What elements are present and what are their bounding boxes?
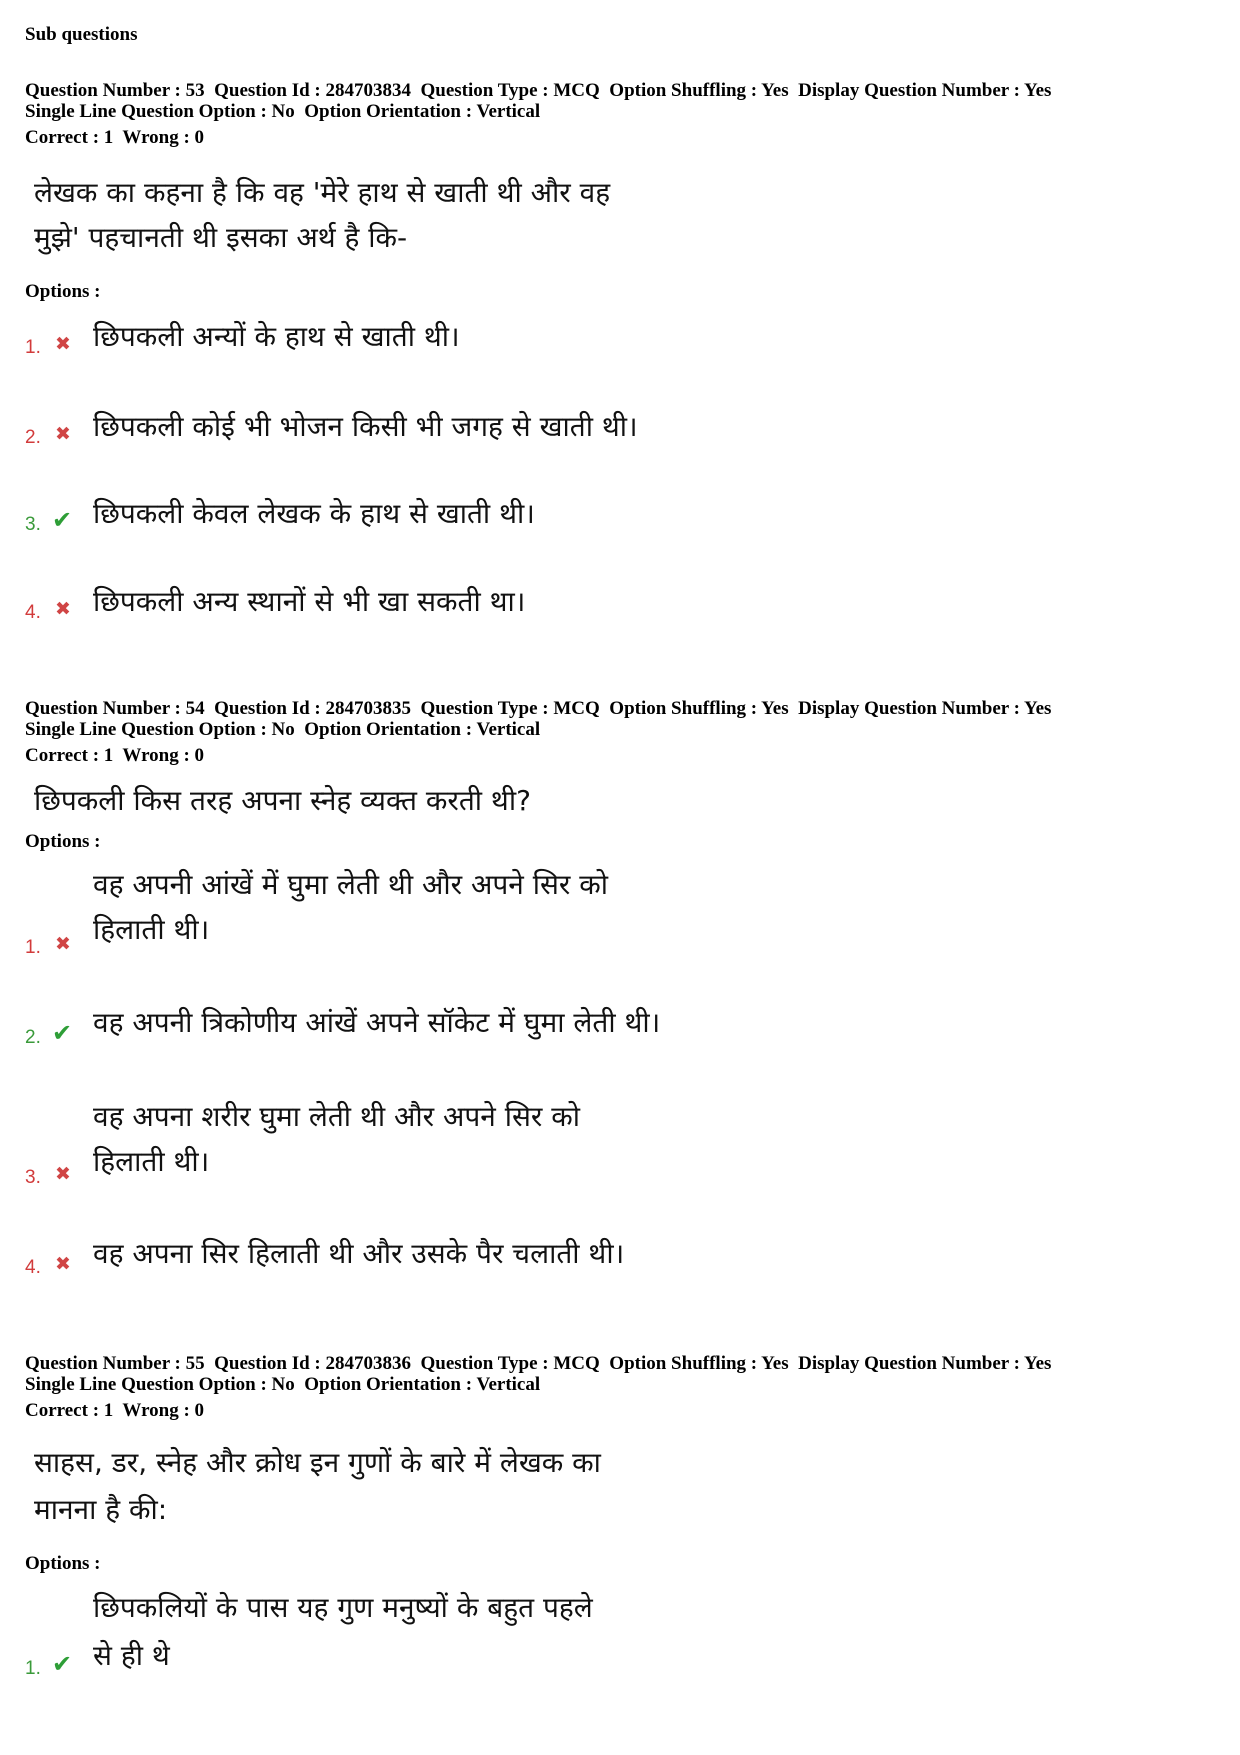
question-marks: Correct : 1 Wrong : 0 bbox=[25, 1400, 205, 1421]
option-text: वह अपनी त्रिकोणीय आंखें अपने सॉकेट में घुमा लेती थी। bbox=[93, 1006, 661, 1039]
question-text-line1: साहस, डर, स्नेह और क्रोध इन गुणों के बारे में लेखक का bbox=[34, 1446, 601, 1479]
option-text: छिपकली कोई भी भोजन किसी भी जगह से खाती थी। bbox=[93, 410, 638, 443]
option-text-line1: छिपकलियों के पास यह गुण मनुष्यों के बहुत पहले bbox=[93, 1591, 593, 1624]
option-text: छिपकली अन्य स्थानों से भी खा सकती था। bbox=[93, 585, 526, 618]
options-label: Options : bbox=[25, 1553, 101, 1574]
option-number: 2. bbox=[25, 1027, 41, 1048]
question-text-line2: मानना है की: bbox=[34, 1493, 168, 1526]
cross-icon: ✖ bbox=[55, 933, 71, 955]
option-number: 4. bbox=[25, 1257, 41, 1278]
question-marks: Correct : 1 Wrong : 0 bbox=[25, 127, 205, 148]
section-title: Sub questions bbox=[25, 24, 138, 45]
checkmark-icon: ✔ bbox=[52, 1650, 73, 1678]
option-text-line2: से ही थे bbox=[93, 1639, 170, 1672]
question-marks: Correct : 1 Wrong : 0 bbox=[25, 745, 205, 766]
cross-icon: ✖ bbox=[55, 1253, 71, 1275]
option-text-line2: हिलाती थी। bbox=[93, 913, 210, 946]
option-text-line1: वह अपनी आंखें में घुमा लेती थी और अपने सिर को bbox=[93, 868, 608, 901]
question-text-line1: छिपकली किस तरह अपना स्नेह व्यक्त करती थी? bbox=[34, 784, 531, 817]
checkmark-icon: ✔ bbox=[52, 1019, 73, 1047]
question-text-line2: मुझे' पहचानती थी इसका अर्थ है कि- bbox=[34, 221, 408, 254]
question-meta-line1: Question Number : 53 Question Id : 284703834 Question Type : MCQ Option Shuffling : Yes Display Question Number : Yes bbox=[25, 80, 1052, 101]
cross-icon: ✖ bbox=[55, 598, 71, 620]
option-number: 1. bbox=[25, 1658, 41, 1679]
option-number: 3. bbox=[25, 514, 41, 535]
option-number: 1. bbox=[25, 937, 41, 958]
question-meta-line2: Single Line Question Option : No Option Orientation : Vertical bbox=[25, 719, 541, 740]
option-number: 1. bbox=[25, 337, 41, 358]
question-meta-line1: Question Number : 54 Question Id : 284703835 Question Type : MCQ Option Shuffling : Yes Display Question Number : Yes bbox=[25, 698, 1052, 719]
options-label: Options : bbox=[25, 281, 101, 302]
question-meta-line2: Single Line Question Option : No Option Orientation : Vertical bbox=[25, 1374, 541, 1395]
option-text: छिपकली अन्यों के हाथ से खाती थी। bbox=[93, 320, 460, 353]
cross-icon: ✖ bbox=[55, 333, 71, 355]
option-number: 3. bbox=[25, 1167, 41, 1188]
question-meta-line1: Question Number : 55 Question Id : 284703836 Question Type : MCQ Option Shuffling : Yes Display Question Number : Yes bbox=[25, 1353, 1052, 1374]
options-label: Options : bbox=[25, 831, 101, 852]
option-text-line1: वह अपना शरीर घुमा लेती थी और अपने सिर को bbox=[93, 1100, 581, 1133]
option-text: छिपकली केवल लेखक के हाथ से खाती थी। bbox=[93, 497, 535, 530]
option-text-line2: हिलाती थी। bbox=[93, 1145, 210, 1178]
question-meta-line2: Single Line Question Option : No Option Orientation : Vertical bbox=[25, 101, 541, 122]
option-number: 4. bbox=[25, 602, 41, 623]
checkmark-icon: ✔ bbox=[52, 506, 73, 534]
cross-icon: ✖ bbox=[55, 423, 71, 445]
question-text-line1: लेखक का कहना है कि वह 'मेरे हाथ से खाती थी और वह bbox=[34, 176, 611, 209]
option-number: 2. bbox=[25, 427, 41, 448]
option-text: वह अपना सिर हिलाती थी और उसके पैर चलाती थी। bbox=[93, 1237, 625, 1270]
cross-icon: ✖ bbox=[55, 1163, 71, 1185]
